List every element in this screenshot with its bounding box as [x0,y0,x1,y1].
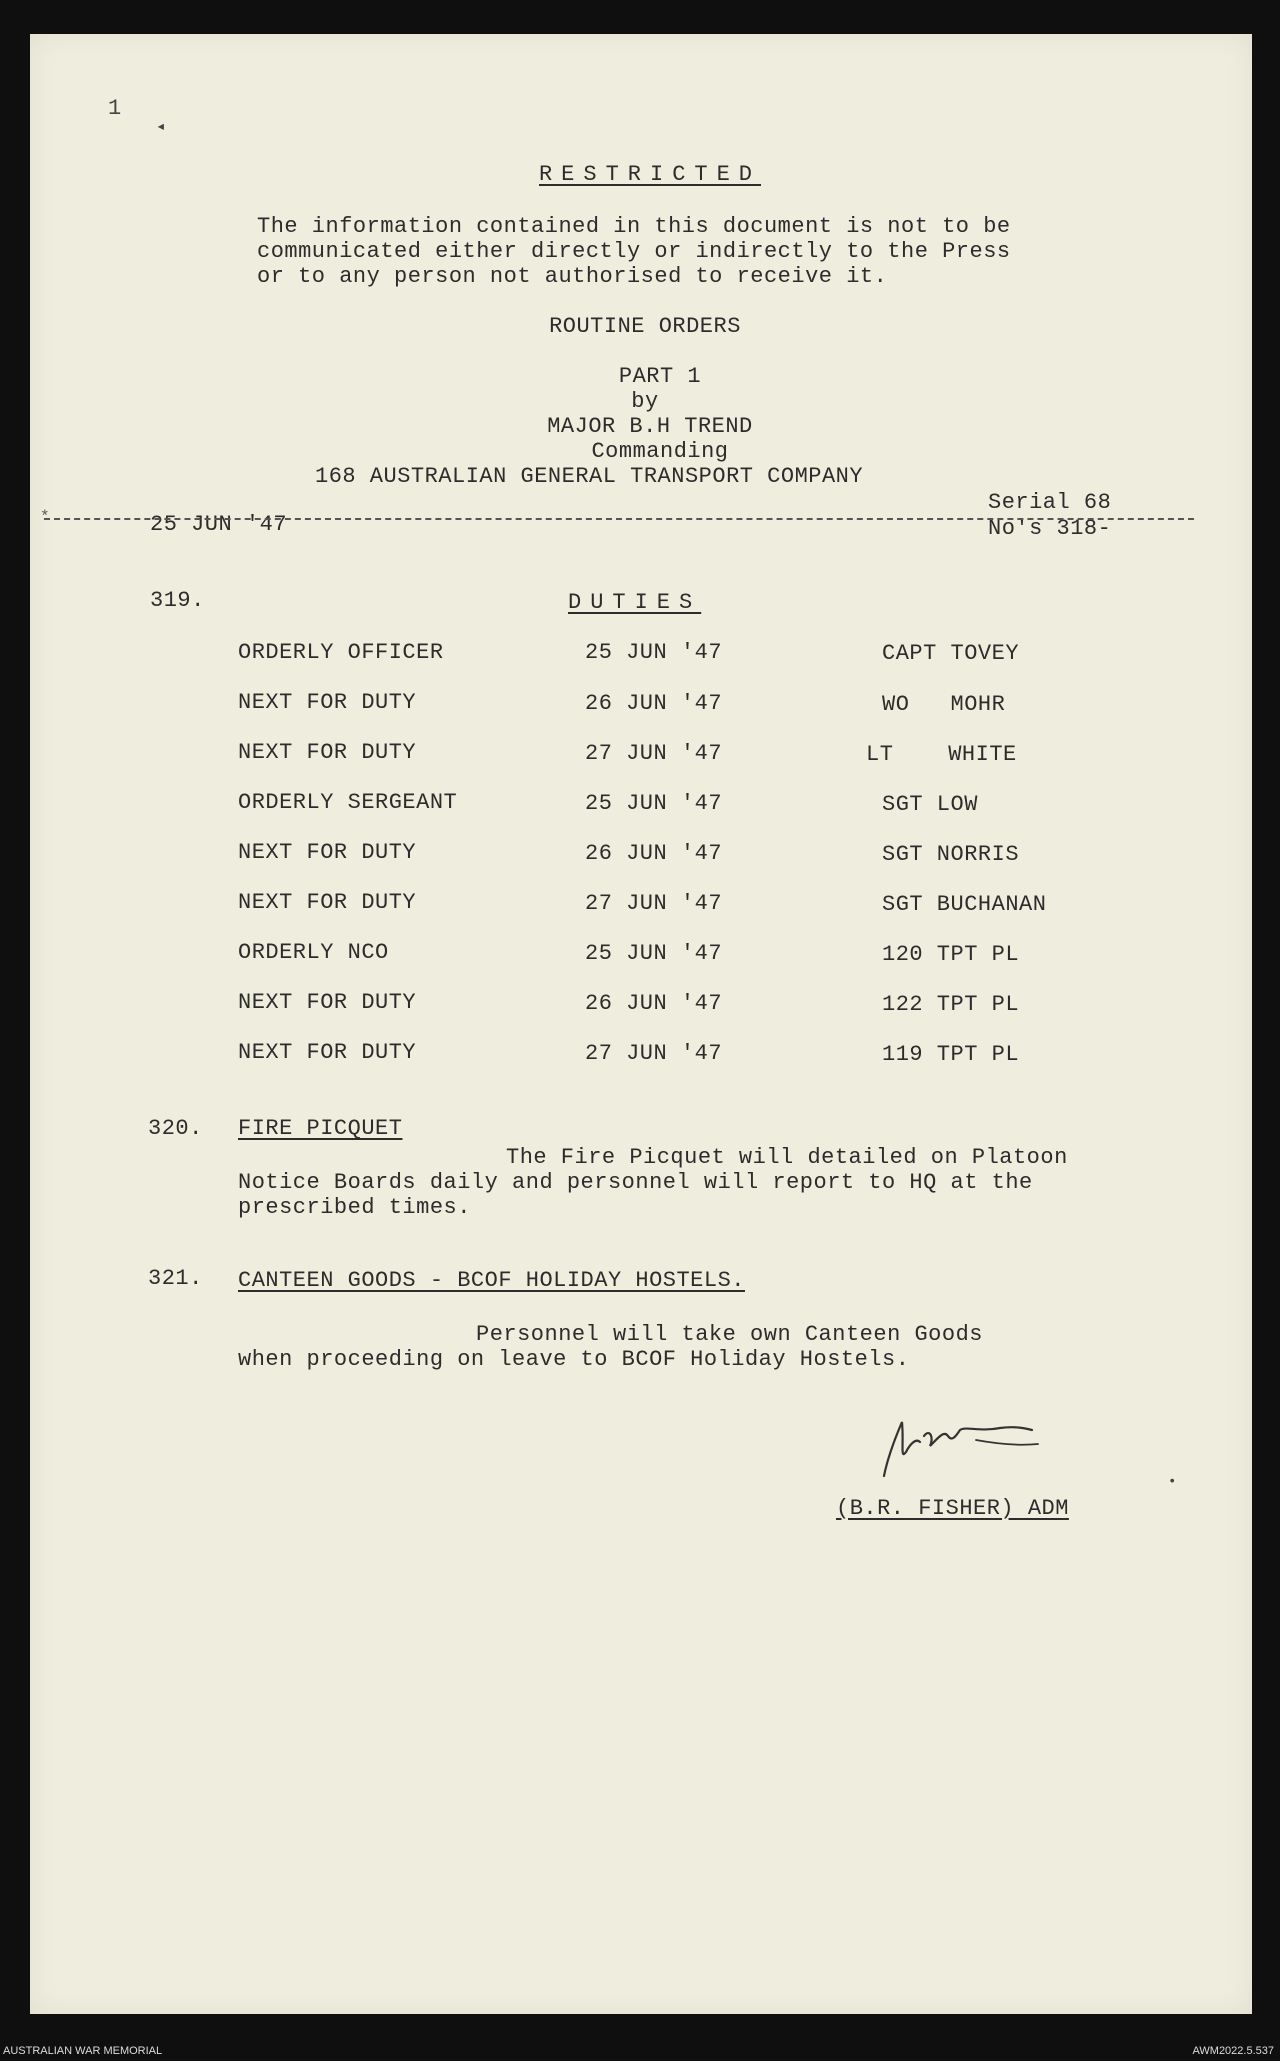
doc-type: ROUTINE ORDERS [549,314,741,339]
signatory-name: (B.R. FISHER) ADM [836,1496,1069,1521]
commanding-label: Commanding [591,439,729,464]
handwritten-signature [848,1398,1078,1478]
person-cell: SGT BUCHANAN [882,892,1047,917]
person-cell: 120 TPT PL [882,942,1020,967]
duty-cell: NEXT FOR DUTY [238,690,417,715]
order-date: 25 JUN '47 [150,512,288,537]
order-number-319: 319. [150,588,205,613]
unit-name: 168 AUSTRALIAN GENERAL TRANSPORT COMPANY [315,464,864,489]
commander-name: MAJOR B.H TREND [547,414,753,439]
notice-line-3: or to any person not authorised to receive it. [257,264,888,289]
person-cell: SGT NORRIS [882,842,1020,867]
order-number-321: 321. [148,1266,203,1291]
canteen-line-1: Personnel will take own Canteen Goods [476,1322,983,1347]
date-cell: 25 JUN '47 [585,640,723,665]
notice-line-1: The information contained in this document is not to be [257,214,1011,239]
date-cell: 27 JUN '47 [585,1041,723,1066]
date-cell: 25 JUN '47 [585,791,723,816]
date-cell: 26 JUN '47 [585,691,723,716]
duty-cell: NEXT FOR DUTY [238,990,417,1015]
date-cell: 27 JUN '47 [585,891,723,916]
canteen-line-2: when proceeding on leave to BCOF Holiday Hostels. [238,1347,910,1372]
person-cell: LT WHITE [866,742,1017,767]
person-cell: WO MOHR [882,692,1006,717]
person-cell: SGT LOW [882,792,978,817]
separator-line [44,518,1194,520]
duty-cell: NEXT FOR DUTY [238,740,417,765]
footer-archive-name: AUSTRALIAN WAR MEMORIAL [3,2045,163,2057]
fire-picquet-line-3: prescribed times. [238,1195,471,1220]
fire-picquet-line-2: Notice Boards daily and personnel will report to HQ at the [238,1170,1033,1195]
classification-heading: RESTRICTED [538,162,762,187]
margin-tick: ◂ [156,118,166,136]
date-cell: 25 JUN '47 [585,941,723,966]
person-cell: 122 TPT PL [882,992,1020,1017]
duty-cell: ORDERLY OFFICER [238,640,444,665]
ink-dot: • [1168,1474,1177,1490]
duty-cell: ORDERLY SERGEANT [238,790,458,815]
footer-accession-number: AWM2022.5.537 [1192,2045,1274,2057]
duty-cell: NEXT FOR DUTY [238,840,417,865]
duty-cell: NEXT FOR DUTY [238,890,417,915]
order-numbers: No's 318- [988,516,1112,541]
order-number-320: 320. [148,1116,203,1141]
margin-mark: 1 [108,96,122,121]
asterisk-mark: * [40,508,50,526]
person-cell: CAPT TOVEY [882,641,1020,666]
date-cell: 26 JUN '47 [585,841,723,866]
duty-cell: NEXT FOR DUTY [238,1040,417,1065]
date-cell: 27 JUN '47 [585,741,723,766]
notice-line-2: communicated either directly or indirectly to the Press [257,239,1011,264]
fire-picquet-line-1: The Fire Picquet will detailed on Platoon [506,1145,1068,1170]
date-cell: 26 JUN '47 [585,991,723,1016]
by-label: by [631,389,659,414]
duty-cell: ORDERLY NCO [238,940,389,965]
part-label: PART 1 [618,364,702,389]
fire-picquet-heading: FIRE PICQUET [238,1116,403,1141]
person-cell: 119 TPT PL [882,1042,1020,1067]
serial-number: Serial 68 [988,490,1112,515]
duties-heading: DUTIES [568,590,702,615]
canteen-goods-heading: CANTEEN GOODS - BCOF HOLIDAY HOSTELS. [238,1268,745,1293]
